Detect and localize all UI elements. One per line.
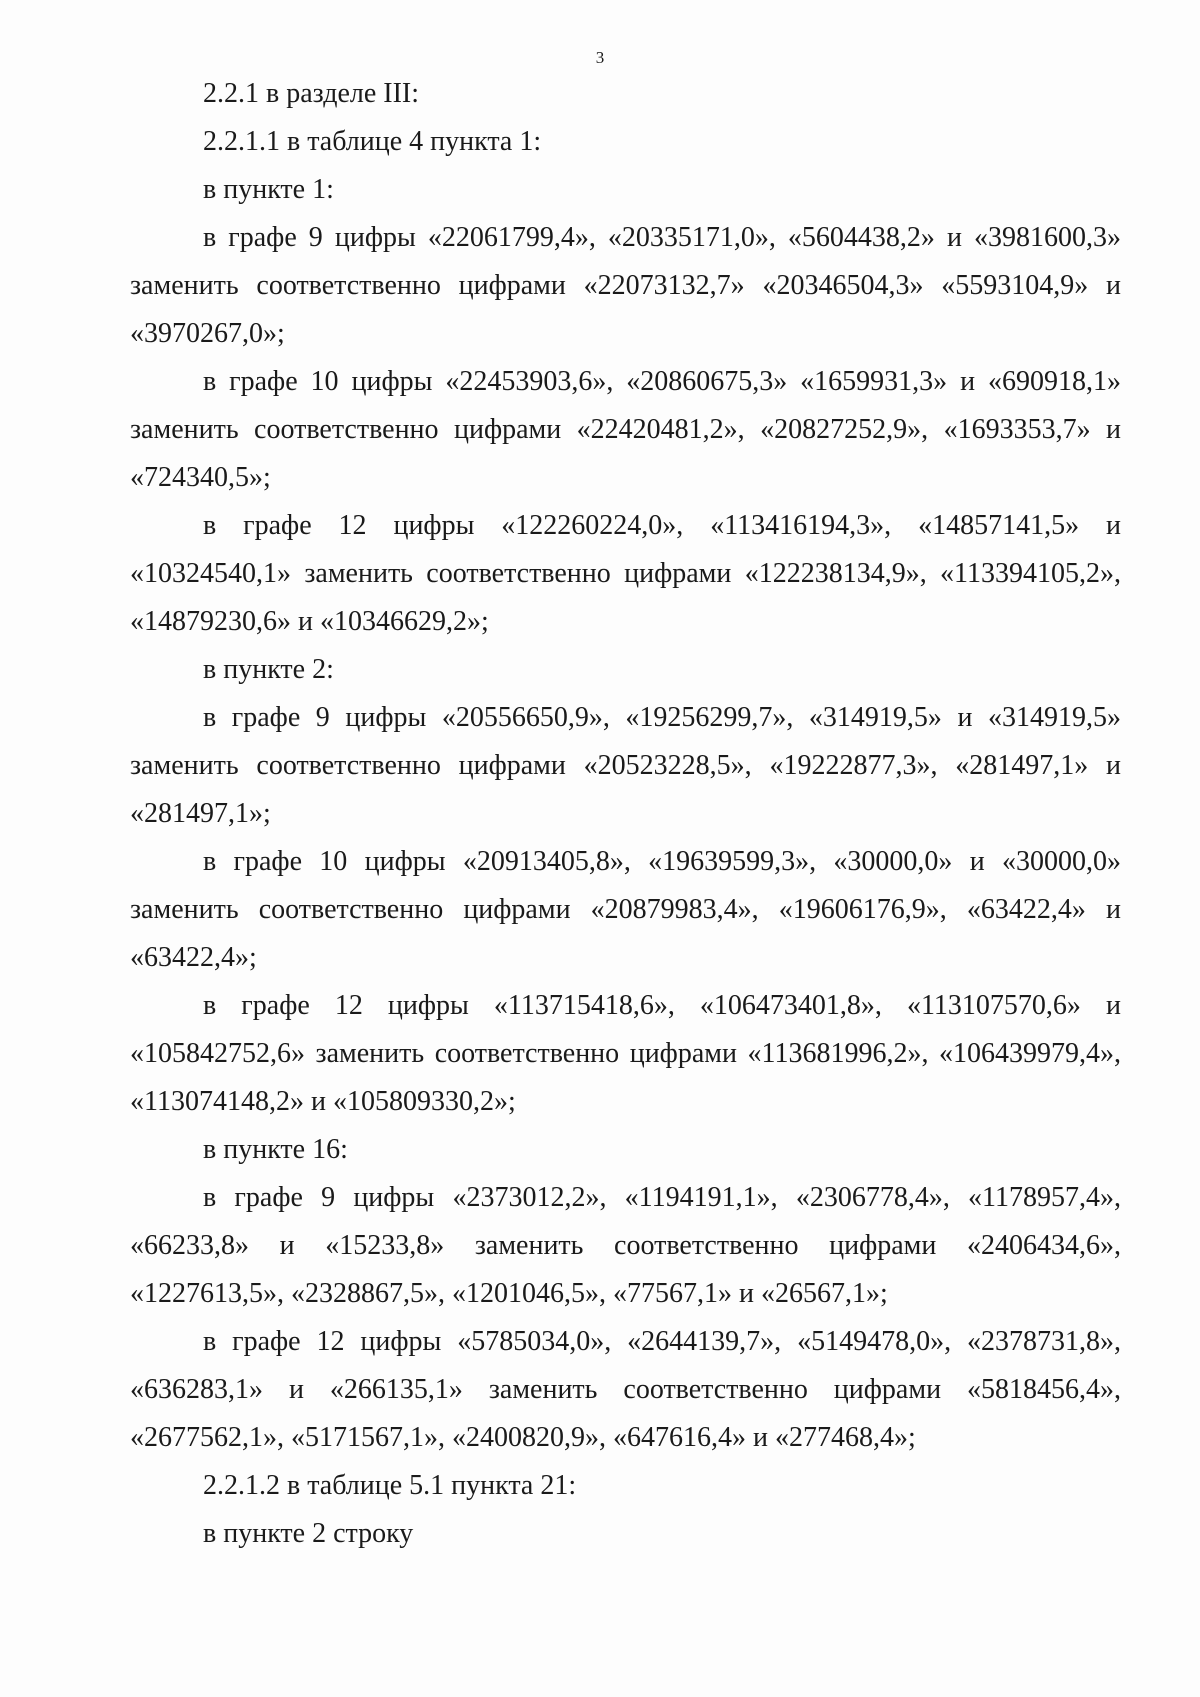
amendment-paragraph: в графе 9 цифры «2373012,2», «1194191,1», «2306778,4», «1178957,4», «66233,8» и «15233,8» заменить соответственно цифрами «2406434,6», «1227613,5», «2328867,5», «1201046,5», «77567,1» и «26567,1»; xyxy=(130,1182,1121,1309)
item-heading: в пункте 16: xyxy=(203,1134,348,1165)
item-heading: в пункте 2: xyxy=(203,654,334,685)
amendment-paragraph: в графе 10 цифры «22453903,6», «20860675,3» «1659931,3» и «690918,1» заменить соответственно цифрами «22420481,2», «20827252,9», «1693353,7» и «724340,5»; xyxy=(130,366,1121,493)
amendment-paragraph: в графе 10 цифры «20913405,8», «19639599,3», «30000,0» и «30000,0» заменить соответственно цифрами «20879983,4», «19606176,9», «63422,4» и «63422,4»; xyxy=(130,846,1121,973)
item-heading: в пункте 1: xyxy=(203,174,334,205)
amendment-paragraph: в графе 12 цифры «122260224,0», «113416194,3», «14857141,5» и «10324540,1» заменить соответственно цифрами «122238134,9», «113394105,2», «14879230,6» и «10346629,2»; xyxy=(130,510,1121,637)
item-heading: в пункте 2 строку xyxy=(203,1518,414,1549)
subsection-heading: 2.2.1.1 в таблице 4 пункта 1: xyxy=(203,126,542,157)
amendment-paragraph: в графе 12 цифры «113715418,6», «106473401,8», «113107570,6» и «105842752,6» заменить соответственно цифрами «113681996,2», «106439979,4», «113074148,2» и «105809330,2»; xyxy=(130,990,1121,1117)
section-heading: 2.2.1 в разделе III: xyxy=(203,78,420,109)
amendment-paragraph: в графе 9 цифры «20556650,9», «19256299,7», «314919,5» и «314919,5» заменить соответственно цифрами «20523228,5», «19222877,3», «281497,1» и «281497,1»; xyxy=(130,702,1121,829)
page-number: 3 xyxy=(595,48,605,67)
amendment-paragraph: в графе 12 цифры «5785034,0», «2644139,7», «5149478,0», «2378731,8», «636283,1» и «266135,1» заменить соответственно цифрами «5818456,4», «2677562,1», «5171567,1», «2400820,9», «647616,4» и «277468,4»; xyxy=(130,1326,1121,1453)
subsection-heading: 2.2.1.2 в таблице 5.1 пункта 21: xyxy=(203,1470,577,1501)
document-body xyxy=(130,70,1121,1558)
amendment-paragraph: в графе 9 цифры «22061799,4», «20335171,0», «5604438,2» и «3981600,3» заменить соответственно цифрами «22073132,7» «20346504,3» «5593104,9» и «3970267,0»; xyxy=(130,222,1121,349)
